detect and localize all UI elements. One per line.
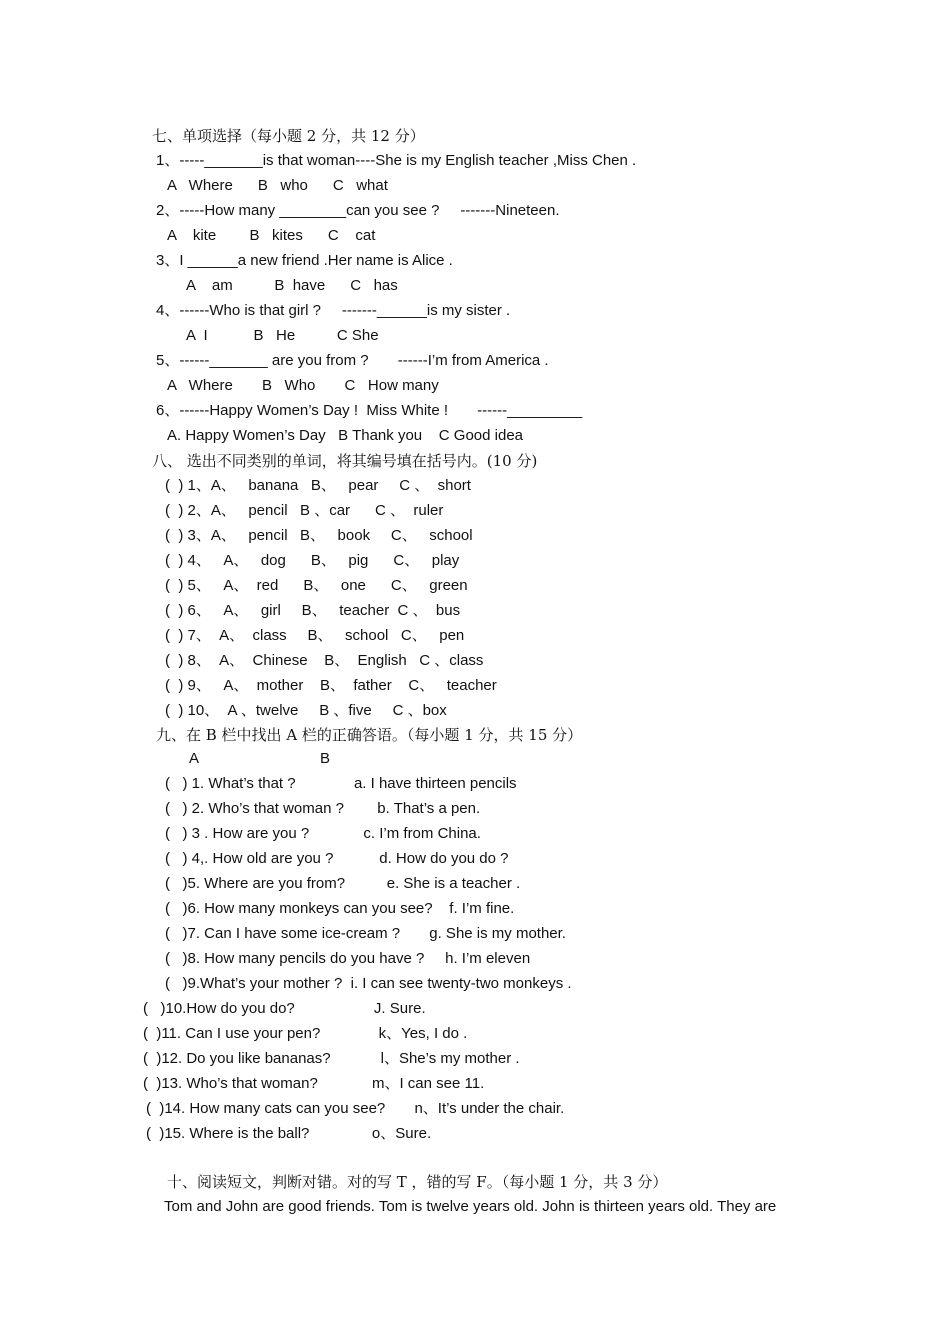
match-item: ( )11. Can I use your pen? k、Yes, I do . [143, 1025, 468, 1042]
match-item: ( )15. Where is the ball? o、Sure. [146, 1125, 432, 1142]
match-item: ( )14. How many cats can you see? n、It’s under the chair. [146, 1100, 565, 1117]
question-options: A I B He C She [186, 327, 379, 344]
question-stem: 3、I ______a new friend .Her name is Alice . [156, 252, 453, 269]
match-item: ( )7. Can I have some ice-cream ? g. She is my mother. [165, 925, 566, 942]
question-options: A Where B who C what [167, 177, 388, 194]
list-item: ( ) 7、 A、 class B、 school C、 pen [165, 627, 465, 644]
match-item: ( )6. How many monkeys can you see? f. I’m fine. [165, 900, 515, 917]
list-item: ( ) 5、 A、 red B、 one C、 green [165, 577, 468, 594]
match-item: ( )5. Where are you from? e. She is a teacher . [165, 875, 521, 892]
match-item: ( ) 3 . How are you ? c. I’m from China. [165, 825, 481, 842]
list-item: ( ) 2、A、 pencil B 、car C 、 ruler [165, 502, 444, 519]
list-item: ( ) 8、 A、 Chinese B、 English C 、class [165, 652, 484, 669]
list-item: ( ) 9、 A、 mother B、 father C、 teacher [165, 677, 497, 694]
list-item: ( ) 4、 A、 dog B、 pig C、 play [165, 552, 460, 569]
question-options: A. Happy Women’s Day B Thank you C Good idea [167, 427, 524, 444]
reading-passage: Tom and John are good friends. Tom is twelve years old. John is thirteen years old. They are [164, 1198, 777, 1215]
question-options: A Where B Who C How many [167, 377, 439, 394]
match-item: ( )10.How do you do? J. Sure. [143, 1000, 426, 1017]
question-stem: 4、------Who is that girl ? -------______is my sister . [156, 302, 511, 319]
match-item: ( )12. Do you like bananas? l、She’s my mother . [143, 1050, 520, 1067]
question-stem: 2、-----How many ________can you see ? -------Nineteen. [156, 202, 560, 219]
column-b-label: B [320, 750, 331, 767]
section8-heading: 八、 选出不同类别的单词，将其编号填在括号内。(10 分) [152, 452, 538, 470]
section9-heading: 九、在 B 栏中找出 A 栏的正确答语。（每小题 1 分，共 15 分） [156, 726, 583, 744]
match-item: ( ) 2. Who’s that woman ? b. That’s a pen. [165, 800, 481, 817]
question-options: A am B have C has [186, 277, 398, 294]
question-stem: 6、------Happy Women’s Day ! Miss White ! ------_________ [156, 402, 583, 419]
question-stem: 1、-----_______is that woman----She is my English teacher ,Miss Chen . [156, 152, 637, 169]
list-item: ( ) 3、A、 pencil B、 book C、 school [165, 527, 473, 544]
list-item: ( ) 1、A、 banana B、 pear C 、 short [165, 477, 471, 494]
match-item: ( ) 4,. How old are you ? d. How do you do ? [165, 850, 509, 867]
match-item: ( )9.What’s your mother ? i. I can see twenty-two monkeys . [165, 975, 572, 992]
column-a-label: A [189, 750, 200, 767]
list-item: ( ) 6、 A、 girl B、 teacher C 、 bus [165, 602, 461, 619]
list-item: ( ) 10、 A 、twelve B 、five C 、box [165, 702, 447, 719]
match-item: ( )13. Who’s that woman? m、I can see 11. [143, 1075, 485, 1092]
match-item: ( )8. How many pencils do you have ? h. I’m eleven [165, 950, 531, 967]
match-item: ( ) 1. What’s that ? a. I have thirteen pencils [165, 775, 517, 792]
question-options: A kite B kites C cat [167, 227, 376, 244]
question-stem: 5、------_______ are you from ? ------I’m from America . [156, 352, 549, 369]
section10-heading: 十、阅读短文，判断对错。对的写 T ，错的写 F。（每小题 1 分，共 3 分） [167, 1173, 668, 1191]
section7-heading: 七、单项选择（每小题 2 分，共 12 分） [152, 127, 425, 145]
